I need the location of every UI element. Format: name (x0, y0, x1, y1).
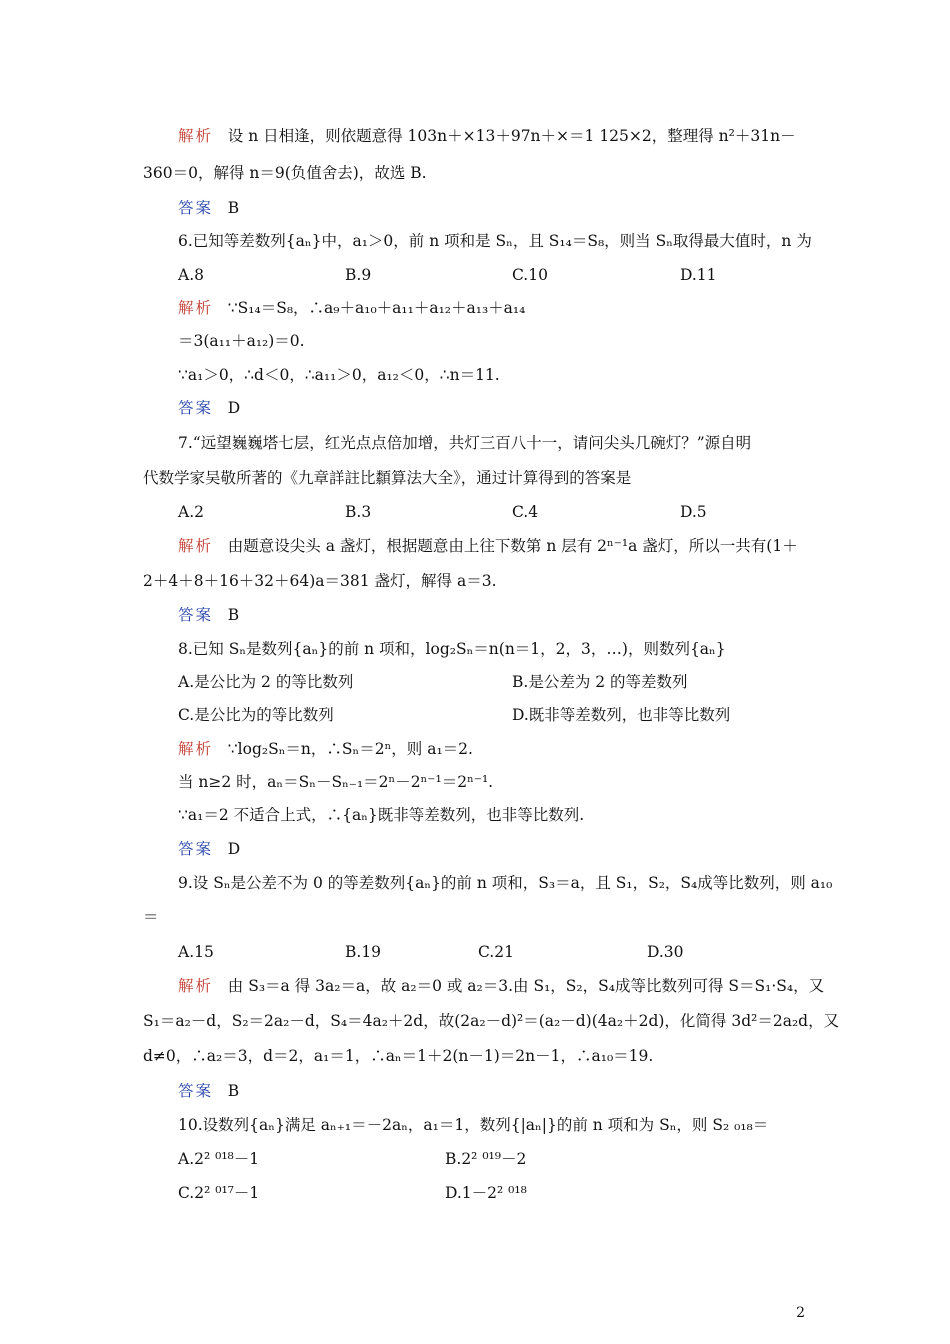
q9-option-d: D.30 (647, 943, 684, 961)
q9-answer (178, 1080, 239, 1102)
solution-text: 由题意设尖头 a 盏灯，根据题意由上往下数第 n 层有 2ⁿ⁻¹a 盏灯，所以一共有(1＋ (227, 537, 798, 555)
q8-solution-line3: ∵a₁＝2 不适合上式，∴{aₙ}既非等差数列，也非等比数列. (178, 806, 585, 824)
q10-option-d: D.1－2² ⁰¹⁸ (445, 1184, 527, 1202)
q6-stem: 6.已知等差数列{aₙ}中，a₁＞0，前 n 项和是 Sₙ，且 S₁₄＝S₈，则当 Sₙ取得最大值时，n 为 (178, 232, 812, 250)
answer-label: 答案 (178, 199, 214, 217)
answer-value: D (227, 399, 241, 417)
answer-value: B (227, 1082, 240, 1100)
answer-value: B (227, 606, 240, 624)
solution-text: 由 S₃＝a 得 3a₂＝a，故 a₂＝0 或 a₂＝3.由 S₁，S₂，S₄成等比数列可得 S＝S₁·S₄，又 (227, 977, 825, 995)
q8-answer (178, 838, 240, 860)
q7-solution-line1 (178, 535, 798, 557)
answer-value: D (227, 840, 241, 858)
q7-answer (178, 604, 239, 626)
q9-stem-line1: 9.设 Sₙ是公差不为 0 的等差数列{aₙ}的前 n 项和，S₃＝a，且 S₁，S₂，S₄成等比数列，则 a₁₀ (178, 874, 833, 892)
page-number: 2 (796, 1305, 805, 1321)
q7-option-c: C.4 (512, 503, 539, 521)
solution-text: ∵S₁₄＝S₈，∴a₉＋a₁₀＋a₁₁＋a₁₂＋a₁₃＋a₁₄ (227, 299, 526, 317)
q6-solution-line2: ＝3(a₁₁＋a₁₂)＝0. (178, 332, 305, 350)
q5-solution-line2: 360＝0，解得 n＝9(负值舍去)，故选 B. (143, 164, 427, 182)
q7-option-a: A.2 (178, 503, 204, 521)
answer-value: B (227, 199, 240, 217)
q7-stem-line1: 7.“远望巍巍塔七层，红光点点倍加增，共灯三百八十一，请问尖头几碗灯？”源自明 (178, 434, 752, 452)
q5-answer (178, 197, 239, 219)
answer-label: 答案 (178, 606, 214, 624)
solution-label: 解析 (178, 299, 214, 317)
solution-label: 解析 (178, 127, 214, 145)
q8-option-d: D.既非等差数列，也非等比数列 (512, 706, 731, 724)
q6-option-a: A.8 (178, 266, 204, 284)
q9-solution-line3: d≠0，∴a₂＝3，d＝2，a₁＝1，∴aₙ＝1＋2(n－1)＝2n－1，∴a₁₀＝19. (143, 1047, 654, 1065)
q8-stem: 8.已知 Sₙ是数列{aₙ}的前 n 项和，log₂Sₙ＝n(n＝1，2，3，…)，则数列{aₙ} (178, 640, 726, 658)
q7-option-b: B.3 (345, 503, 372, 521)
q9-solution-line1 (178, 975, 824, 997)
answer-label: 答案 (178, 399, 214, 417)
solution-text: ∵log₂Sₙ＝n，∴Sₙ＝2ⁿ，则 a₁＝2. (227, 740, 473, 758)
answer-label: 答案 (178, 1082, 214, 1100)
q9-solution-line2: S₁＝a₂－d，S₂＝2a₂－d，S₄＝4a₂＋2d，故(2a₂－d)²＝(a₂－d)(4a₂＋2d)，化简得 3d²＝2a₂d，又 (143, 1012, 840, 1030)
q7-option-d: D.5 (680, 503, 707, 521)
q8-option-b: B.是公差为 2 的等差数列 (512, 673, 688, 691)
q10-stem: 10.设数列{aₙ}满足 aₙ₊₁＝－2aₙ，a₁＝1，数列{|aₙ|}的前 n 项和为 Sₙ，则 S₂ ₀₁₈＝ (178, 1116, 769, 1134)
q5-solution-line1 (178, 125, 796, 147)
q6-solution-line1 (178, 297, 525, 319)
q10-option-c: C.2² ⁰¹⁷－1 (178, 1184, 260, 1202)
q6-option-b: B.9 (345, 266, 372, 284)
q9-option-a: A.15 (178, 943, 214, 961)
q6-answer (178, 397, 240, 419)
q10-option-a: A.2² ⁰¹⁸－1 (178, 1150, 260, 1168)
q7-solution-line2: 2＋4＋8＋16＋32＋64)a＝381 盏灯，解得 a＝3. (143, 572, 497, 590)
q10-option-b: B.2² ⁰¹⁹－2 (445, 1150, 527, 1168)
q9-option-b: B.19 (345, 943, 382, 961)
q6-option-d: D.11 (680, 266, 717, 284)
q7-stem-line2: 代数学家吴敬所著的《九章詳註比纇算法大全》，通过计算得到的答案是 (143, 469, 632, 487)
q8-solution-line1 (178, 738, 473, 760)
q8-option-c: C.是公比为的等比数列 (178, 706, 334, 724)
answer-label: 答案 (178, 840, 214, 858)
solution-label: 解析 (178, 977, 214, 995)
solution-text: 设 n 日相逢，则依题意得 103n＋×13＋97n＋×＝1 125×2，整理得 n²＋31n－ (227, 127, 796, 145)
q6-solution-line3: ∵a₁＞0，∴d＜0，∴a₁₁＞0，a₁₂＜0，∴n＝11. (178, 366, 500, 384)
q6-option-c: C.10 (512, 266, 548, 284)
solution-label: 解析 (178, 537, 214, 555)
q9-stem-line2: ＝ (143, 908, 159, 926)
q8-option-a: A.是公比为 2 的等比数列 (178, 673, 354, 691)
solution-label: 解析 (178, 740, 214, 758)
q9-option-c: C.21 (478, 943, 514, 961)
q8-solution-line2: 当 n≥2 时，aₙ＝Sₙ－Sₙ₋₁＝2ⁿ－2ⁿ⁻¹＝2ⁿ⁻¹. (178, 773, 494, 791)
